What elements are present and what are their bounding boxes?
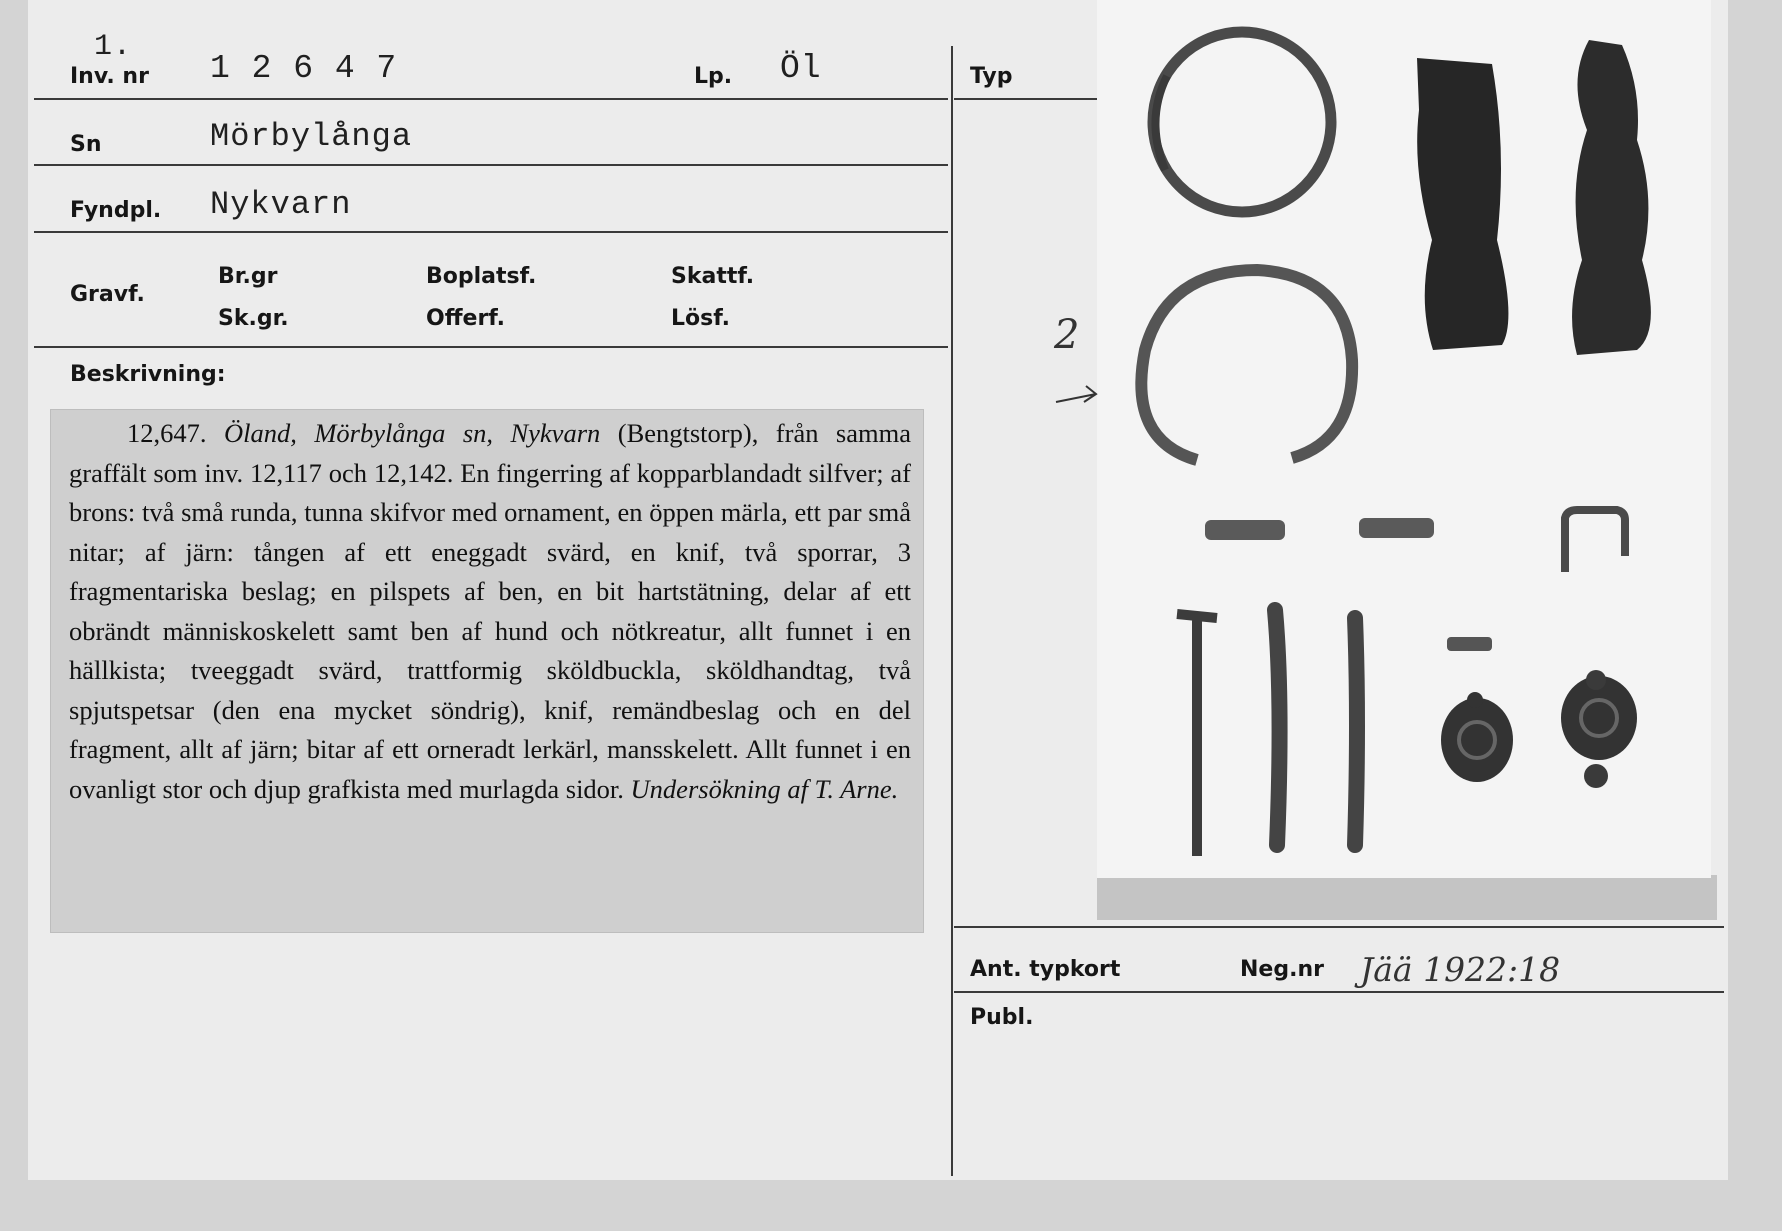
description-segment: (Bengtstorp), från samma graffält som inv. 12,117 och 12,142. En fingerring af kopparblandadt silfver; af brons: två små runda, tunna skifvor med ornament, en öppen märla, ett par små nitar; af järn: tången af ett eneggadt svärd, en knif, två sporrar, 3 fragmentariska beslag; en pilspets af ben, en bit hartstätning, delar af ett obrändt människoskelett samt ben af hund och nötkreatur, allt funnet i en hällkista; tveeggadt svärd, trattformig sköldbuckla, sköldhandtag, två spjutspetsar (den ena mycket söndrig), knif, remändbeslag och en del fragment, allt af järn; bitar af ett orneradt lerkärl, mansskelett. Allt funnet i en ovanligt stor och djup grafkista med murlagda sidor. bbox=[69, 418, 911, 804]
gravf-option: Offerf. bbox=[426, 306, 506, 331]
gravf-option: Sk.gr. bbox=[218, 306, 289, 331]
publ-label: Publ. bbox=[970, 1005, 1034, 1030]
divider bbox=[34, 346, 948, 348]
rivet-icon bbox=[1359, 518, 1434, 538]
ant-typkort-label: Ant. typkort bbox=[970, 957, 1121, 982]
bronze-disc-icon bbox=[1441, 692, 1513, 782]
description-text bbox=[51, 410, 923, 809]
gravf-label: Gravf. bbox=[70, 282, 145, 307]
fyndpl-value: Nykvarn bbox=[210, 186, 352, 223]
divider bbox=[34, 164, 948, 166]
neg-value: Jää 1922:18 bbox=[1360, 950, 1561, 989]
gravf-option: Skattf. bbox=[671, 264, 755, 289]
nail-icon bbox=[1447, 637, 1492, 651]
divider bbox=[954, 926, 1724, 928]
sn-value: Mörbylånga bbox=[210, 118, 413, 155]
gravf-option: Lösf. bbox=[671, 306, 730, 331]
fyndpl-label: Fyndpl. bbox=[70, 198, 162, 223]
photo-annotation: 2 bbox=[1054, 312, 1080, 358]
divider bbox=[954, 991, 1724, 993]
gravf-option: Br.gr bbox=[218, 264, 278, 289]
column-divider bbox=[951, 46, 953, 1176]
lp-label: Lp. bbox=[694, 64, 733, 89]
photo-shadow bbox=[1097, 875, 1717, 920]
artifact-photo bbox=[1097, 0, 1711, 878]
neg-label: Neg.nr bbox=[1240, 957, 1324, 982]
inv-prefix: 1. bbox=[94, 30, 133, 64]
beskrivning-label: Beskrivning: bbox=[70, 362, 226, 387]
staple-icon bbox=[1565, 510, 1625, 572]
sn-label: Sn bbox=[70, 132, 102, 157]
divider bbox=[34, 98, 948, 100]
iron-fragment-icon bbox=[1572, 40, 1651, 355]
divider bbox=[954, 98, 1097, 100]
sword-tang-icon bbox=[1417, 58, 1508, 350]
typ-label: Typ bbox=[970, 64, 1013, 89]
gravf-option: Boplatsf. bbox=[426, 264, 537, 289]
description-slip bbox=[50, 409, 924, 933]
lp-value: Öl bbox=[780, 50, 822, 87]
arrow-icon bbox=[1054, 380, 1100, 406]
inv-number: 1 2 6 4 7 bbox=[210, 50, 398, 87]
finger-ring-icon bbox=[1153, 32, 1331, 212]
rivet-icon bbox=[1205, 520, 1285, 540]
description-place: Öland, Mörbylånga sn, Nykvarn bbox=[223, 418, 601, 448]
iron-rods-icon bbox=[1177, 610, 1357, 856]
inv-label: Inv. nr bbox=[70, 64, 149, 89]
description-excavator: Undersökning af T. Arne. bbox=[630, 773, 899, 804]
description-segment: 12,647. bbox=[127, 418, 224, 448]
open-ring-icon bbox=[1141, 270, 1352, 460]
divider bbox=[34, 231, 948, 233]
bronze-disc-icon bbox=[1561, 670, 1637, 788]
